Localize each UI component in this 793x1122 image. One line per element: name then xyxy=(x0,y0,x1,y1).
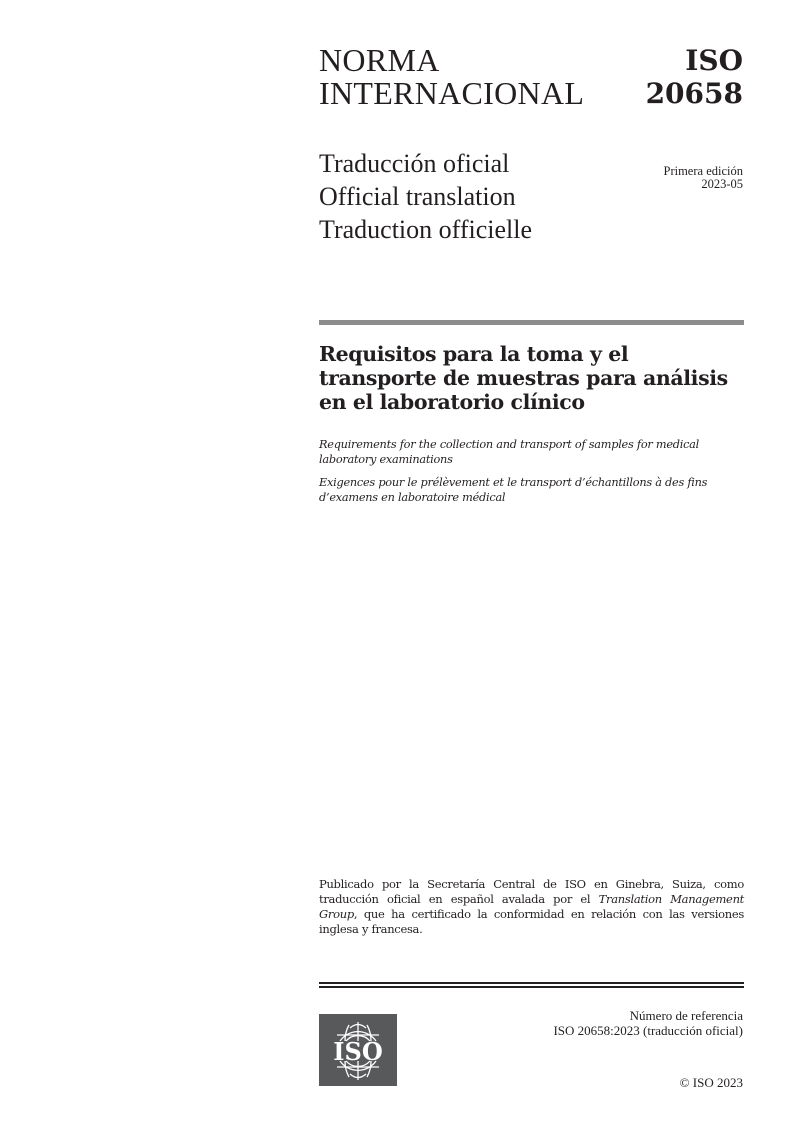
translation-notice xyxy=(319,147,532,246)
edition-label: Primera edición xyxy=(663,164,743,178)
standard-id: 20658 xyxy=(645,77,743,110)
translation-es: Traducción oficial xyxy=(319,149,510,178)
document-type xyxy=(319,44,584,110)
translation-fr: Traduction officielle xyxy=(319,215,533,244)
iso-logo-icon xyxy=(319,1014,397,1086)
iso-logo-text: ISO xyxy=(333,1037,383,1066)
title-divider xyxy=(319,320,744,325)
reference-value: ISO 20658:2023 (traducción oficial) xyxy=(553,1023,743,1038)
standard-prefix: ISO xyxy=(685,44,743,77)
publication-group-name: Translation Management Group xyxy=(319,892,744,921)
publication-text-2: , que ha certificado la conformidad en relación con las versiones inglesa y francesa. xyxy=(319,907,744,936)
publication-text-1: Publicado por la Secretaría Central de ISO en Ginebra, Suiza, como traducción oficial en español avalada por el xyxy=(319,877,744,906)
translation-en: Official translation xyxy=(319,182,516,211)
document-type-line-1: NORMA xyxy=(319,42,440,78)
publication-notice xyxy=(319,877,744,937)
document-type-line-2: INTERNACIONAL xyxy=(319,75,585,111)
reference-label: Número de referencia xyxy=(629,1008,743,1023)
footer-divider-bottom xyxy=(319,986,744,988)
footer-divider-top xyxy=(319,982,744,984)
edition-date: 2023-05 xyxy=(701,177,743,191)
copyright: © ISO 2023 xyxy=(679,1075,743,1090)
title-french: Exigences pour le prélèvement et le transport d’échantillons à des fins d’examens en laboratoire médical xyxy=(319,476,708,504)
edition-info xyxy=(664,165,744,191)
standard-number xyxy=(646,44,743,110)
reference-number xyxy=(553,1008,743,1038)
title-english: Requirements for the collection and transport of samples for medical laboratory examinations xyxy=(319,438,700,466)
document-title: Requisitos para la toma y el transporte de muestras para análisis en el laboratorio clínico xyxy=(319,342,728,414)
